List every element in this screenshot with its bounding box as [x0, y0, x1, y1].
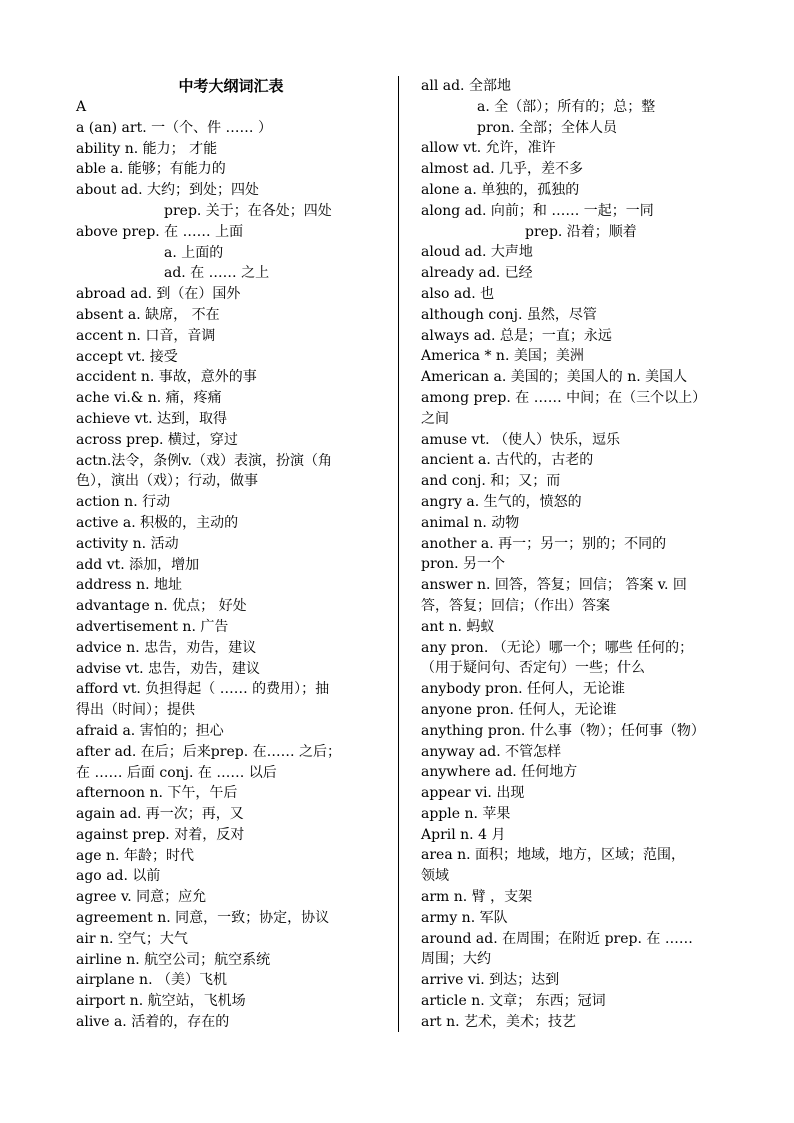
vocab-line: ago ad. 以前 [76, 868, 161, 885]
vocab-line: already ad. 已经 [421, 265, 533, 282]
vocab-line: actn.法令，条例v.（戏）表演，扮演（角 [76, 452, 332, 469]
vocab-line: among prep. 在 …… 中间；在（三个以上） [421, 389, 707, 406]
vocab-line: about ad. 大约；到处；四处 [76, 182, 260, 199]
vocab-line: a. 上面的 [164, 244, 224, 261]
vocab-line: anything pron. 什么事（物）；任何事（物） [421, 722, 705, 739]
vocab-line: also ad. 也 [421, 285, 495, 302]
vocab-line: answer n. 回答，答复；回信； 答案 v. 回 [421, 577, 687, 594]
vocab-line: across prep. 横过，穿过 [76, 431, 238, 448]
vocab-line: all ad. 全部地 [421, 78, 511, 94]
vocab-line: April n. 4 月 [421, 826, 506, 843]
vocab-line: amuse vt. （使人）快乐，逗乐 [421, 431, 620, 448]
vocab-line: 之间 [421, 410, 449, 427]
left-column [76, 76, 386, 1033]
vocab-line: pron. 全部；全体人员 [477, 119, 617, 136]
vocab-line: prep. 沿着；顺着 [525, 223, 637, 240]
vocab-line: action n. 行动 [76, 494, 171, 511]
vocab-line: animal n. 动物 [421, 514, 520, 531]
vocab-line: airline n. 航空公司；航空系统 [76, 951, 271, 968]
right-column [421, 76, 727, 1033]
vocab-line: air n. 空气；大气 [76, 930, 188, 947]
vocab-line: appear vi. 出现 [421, 785, 525, 802]
vocab-line: pron. 另一个 [421, 556, 505, 573]
vocab-line: anybody pron. 任何人，无论谁 [421, 681, 625, 698]
vocab-line: prep. 关于；在各处；四处 [164, 202, 332, 219]
vocab-line: advise vt. 忠告，劝告，建议 [76, 660, 261, 677]
vocab-line: anyone pron. 任何人，无论谁 [421, 701, 617, 718]
vocab-line: accept vt. 接受 [76, 348, 178, 365]
vocab-line: area n. 面积；地域，地方，区域；范围， [421, 847, 686, 864]
vocab-line: above prep. 在 …… 上面 [76, 223, 244, 240]
vocab-line: although conj. 虽然，尽管 [421, 306, 597, 323]
vocab-line: airplane n. （美）飞机 [76, 972, 227, 989]
vocab-line: airport n. 航空站，飞机场 [76, 993, 246, 1010]
vocab-line: allow vt. 允许，准许 [421, 140, 556, 157]
vocab-line: abroad ad. 到（在）国外 [76, 286, 241, 303]
vocab-line: advertisement n. 广告 [76, 618, 229, 635]
vocab-line: a (an) art. 一（个、件 …… ） [76, 119, 272, 136]
vocab-line: 得出（时间）；提供 [76, 702, 195, 719]
vocab-line: ability n. 能力； 才能 [76, 140, 218, 157]
vocab-line: and conj. 和；又；而 [421, 473, 561, 490]
vocab-line: afford vt. 负担得起（ …… 的费用）；抽 [76, 681, 330, 698]
vocab-line: ache vi.& n. 痛，疼痛 [76, 390, 222, 407]
vocab-line: accident n. 事故，意外的事 [76, 369, 257, 386]
vocab-line: agree v. 同意；应允 [76, 889, 207, 906]
vocab-line: absent a. 缺席， 不在 [76, 306, 220, 323]
vocab-line: almost ad. 几乎，差不多 [421, 161, 583, 178]
vocab-line: army n. 军队 [421, 909, 508, 926]
vocab-line: after ad. 在后；后来prep. 在…… 之后； [76, 743, 342, 760]
vocab-line: afternoon n. 下午，午后 [76, 785, 238, 802]
vocab-line: agreement n. 同意，一致；协定，协议 [76, 910, 330, 927]
vocab-line: activity n. 活动 [76, 535, 179, 552]
vocab-line: 色），演出（戏）；行动，做事 [76, 473, 258, 490]
vocab-line: 周围；大约 [421, 951, 491, 968]
vocab-line: alone a. 单独的，孤独的 [421, 181, 580, 198]
vocab-line: ad. 在 …… 之上 [164, 265, 270, 282]
vocab-line: along ad. 向前；和 …… 一起；一同 [421, 202, 654, 219]
vocab-line: accent n. 口音，音调 [76, 327, 216, 344]
vocab-line: American a. 美国的；美国人的 n. 美国人 [421, 369, 688, 386]
vocab-line: active a. 积极的，主动的 [76, 514, 239, 531]
vocab-line: age n. 年龄；时代 [76, 847, 194, 864]
vocab-line: a. 全（部）；所有的；总；整 [477, 98, 656, 115]
vocab-line: anyway ad. 不管怎样 [421, 743, 562, 760]
vocab-line: ancient a. 古代的，古老的 [421, 452, 594, 469]
vocab-line: afraid a. 害怕的；担心 [76, 722, 224, 739]
vocab-line: ant n. 蚂蚁 [421, 618, 495, 635]
vocab-line: aloud ad. 大声地 [421, 244, 533, 261]
vocab-line: alive a. 活着的，存在的 [76, 1014, 230, 1031]
vocab-line: against prep. 对着，反对 [76, 826, 245, 843]
vocab-line: anywhere ad. 任何地方 [421, 764, 578, 781]
vocab-line: advantage n. 优点； 好处 [76, 598, 247, 615]
vocab-line: any pron. （无论）哪一个；哪些 任何的； [421, 639, 694, 656]
vocab-line: around ad. 在周围；在附近 prep. 在 …… [421, 930, 693, 947]
vocab-line: achieve vt. 达到，取得 [76, 410, 228, 427]
page-title: 中考大纲词汇表 [178, 77, 284, 95]
vocab-line: apple n. 苹果 [421, 805, 511, 822]
vocab-line: （用于疑问句、否定句）一些；什么 [421, 660, 645, 677]
column-divider [398, 76, 399, 1032]
vocab-line: 答，答复；回信；（作出）答案 [421, 597, 610, 614]
vocab-line: 在 …… 后面 conj. 在 …… 以后 [76, 764, 277, 781]
vocab-line: article n. 文章； 东西；冠词 [421, 993, 606, 1010]
vocab-line: America * n. 美国；美洲 [421, 348, 584, 365]
vocab-line: arrive vi. 到达；达到 [421, 972, 560, 989]
vocab-line: 领域 [421, 868, 449, 885]
vocab-line: advice n. 忠告，劝告，建议 [76, 639, 257, 656]
vocab-line: art n. 艺术，美术；技艺 [421, 1013, 577, 1030]
vocab-line: another a. 再一；另一；别的；不同的 [421, 535, 667, 552]
vocab-line: A [76, 99, 87, 115]
vocab-line: arm n. 臂 ，支架 [421, 889, 533, 906]
vocab-line: always ad. 总是；一直；永远 [421, 327, 612, 344]
vocab-line: address n. 地址 [76, 577, 182, 594]
vocab-line: again ad. 再一次；再，又 [76, 806, 244, 823]
vocab-line: angry a. 生气的，愤怒的 [421, 493, 582, 510]
vocab-line: able a. 能够；有能力的 [76, 161, 226, 178]
vocab-line: add vt. 添加，增加 [76, 556, 200, 573]
